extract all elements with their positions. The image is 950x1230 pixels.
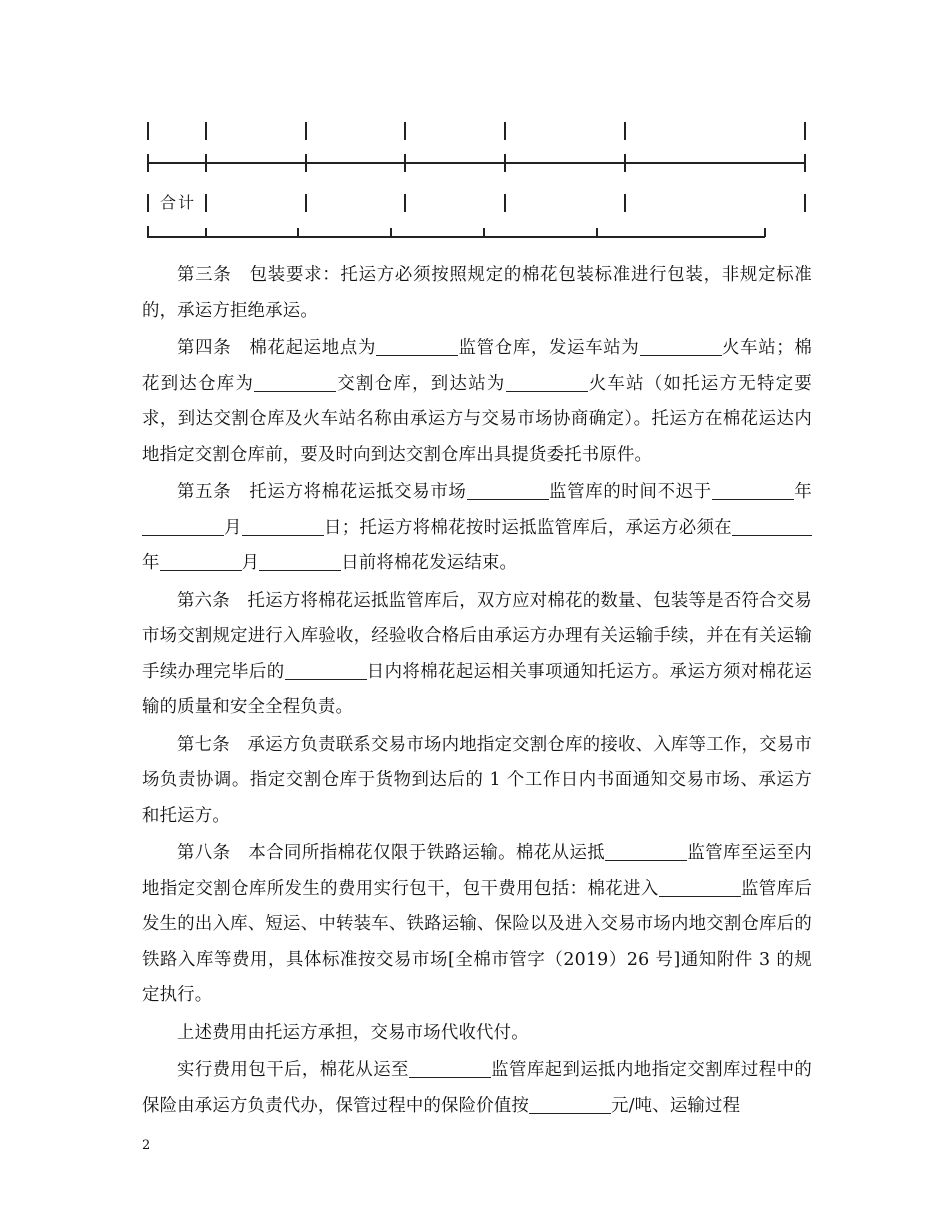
article-3: 第三条 包装要求：托运方必须按照规定的棉花包装标准进行包装，非规定标准的，承运方拒绝承运。	[142, 265, 812, 321]
fill-blank[interactable]	[506, 373, 588, 392]
table-border	[205, 154, 207, 172]
fill-blank[interactable]	[242, 517, 324, 536]
table-border	[305, 194, 307, 212]
table-border	[504, 194, 506, 212]
article-6: 第六条 托运方将棉花运抵监管库后，双方应对棉花的数量、包装等是否符合交易市场交割规定进行入库验收，经验收合格后由承运方办理有关运输手续，并在有关运输手续办理完毕后的 日内将棉花起运相关事项通知托运方。承运方须对棉花运输的质量和安全全程负责。	[142, 590, 812, 717]
table-border	[404, 122, 406, 140]
fill-blank[interactable]	[712, 481, 794, 500]
fill-blank[interactable]	[659, 878, 741, 897]
table-border	[147, 154, 149, 172]
table-border	[297, 228, 299, 237]
cost-table	[142, 116, 812, 246]
table-border	[404, 194, 406, 212]
table-border	[804, 154, 806, 172]
fill-blank[interactable]	[409, 1059, 491, 1078]
fill-blank[interactable]	[160, 552, 242, 571]
table-border	[404, 154, 406, 172]
fill-blank[interactable]	[376, 337, 458, 356]
table-border	[504, 122, 506, 140]
table-border	[147, 122, 149, 140]
table-border	[147, 226, 149, 236]
table-border	[764, 228, 766, 237]
paragraph-insurance: 实行费用包干后，棉花从运至 监管库起到运抵内地指定交割库过程中的保险由承运方负责代办，保管过程中的保险价值按 元/吨、运输过程	[142, 1060, 812, 1116]
fill-blank[interactable]	[640, 337, 722, 356]
fill-blank[interactable]	[605, 842, 687, 861]
article-7: 第七条 承运方负责联系交易市场内地指定交割仓库的接收、入库等工作，交易市场负责协调。指定交割仓库于货物到达后的 1 个工作日内书面通知交易市场、承运方和托运方。	[142, 734, 812, 826]
table-border	[624, 122, 626, 140]
table-border	[205, 194, 207, 212]
fill-blank[interactable]	[529, 1095, 611, 1114]
table-border	[390, 228, 392, 237]
paragraph-fees: 上述费用由托运方承担，交易市场代收代付。	[177, 1022, 529, 1043]
fill-blank[interactable]	[467, 481, 549, 500]
table-border	[147, 162, 805, 164]
article-4: 第四条 棉花起运地点为 监管仓库，发运车站为 火车站；棉花到达仓库为 交割仓库，到达站为 火车站（如托运方无特定要求，到达交割仓库及火车站名称由承运方与交易市场协商确定）。托运方在棉花运达内地指定交割仓库前，要及时向到达交割仓库出具提货委托书原件。	[142, 338, 812, 465]
article-8: 第八条 本合同所指棉花仅限于铁路运输。棉花从运抵 监管库至运至内地指定交割仓库所发生的费用实行包干，包干费用包括：棉花进入 监管库后发生的出入库、短运、中转装车、铁路运输、保险以及进入交易市场内地交割仓库后的铁路入库等费用，具体标准按交易市场[全棉市管字（2019）26 号]通知附件 3 的规定执行。	[142, 843, 812, 1005]
table-border	[205, 122, 207, 140]
table-border	[504, 154, 506, 172]
table-border	[624, 194, 626, 212]
table-border	[483, 228, 485, 237]
table-border	[205, 228, 207, 237]
table-border	[804, 194, 806, 212]
table-total-label: 合计	[160, 193, 197, 212]
table-border	[305, 122, 307, 140]
table-border	[624, 154, 626, 172]
table-border	[147, 236, 765, 238]
article-5: 第五条 托运方将棉花运抵交易市场 监管库的时间不迟于 年月 日；托运方将棉花按时运抵监管库后，承运方必须在年 月 日前将棉花发运结束。	[142, 482, 813, 573]
fill-blank[interactable]	[259, 552, 341, 571]
contract-body	[142, 258, 812, 1126]
table-border	[147, 194, 149, 212]
table-border	[596, 228, 598, 237]
fill-blank[interactable]	[254, 373, 336, 392]
fill-blank[interactable]	[732, 517, 812, 536]
fill-blank[interactable]	[285, 661, 367, 680]
fill-blank[interactable]	[142, 517, 224, 536]
table-border	[305, 154, 307, 172]
page-number: 2	[142, 1138, 151, 1153]
table-border	[804, 122, 806, 140]
